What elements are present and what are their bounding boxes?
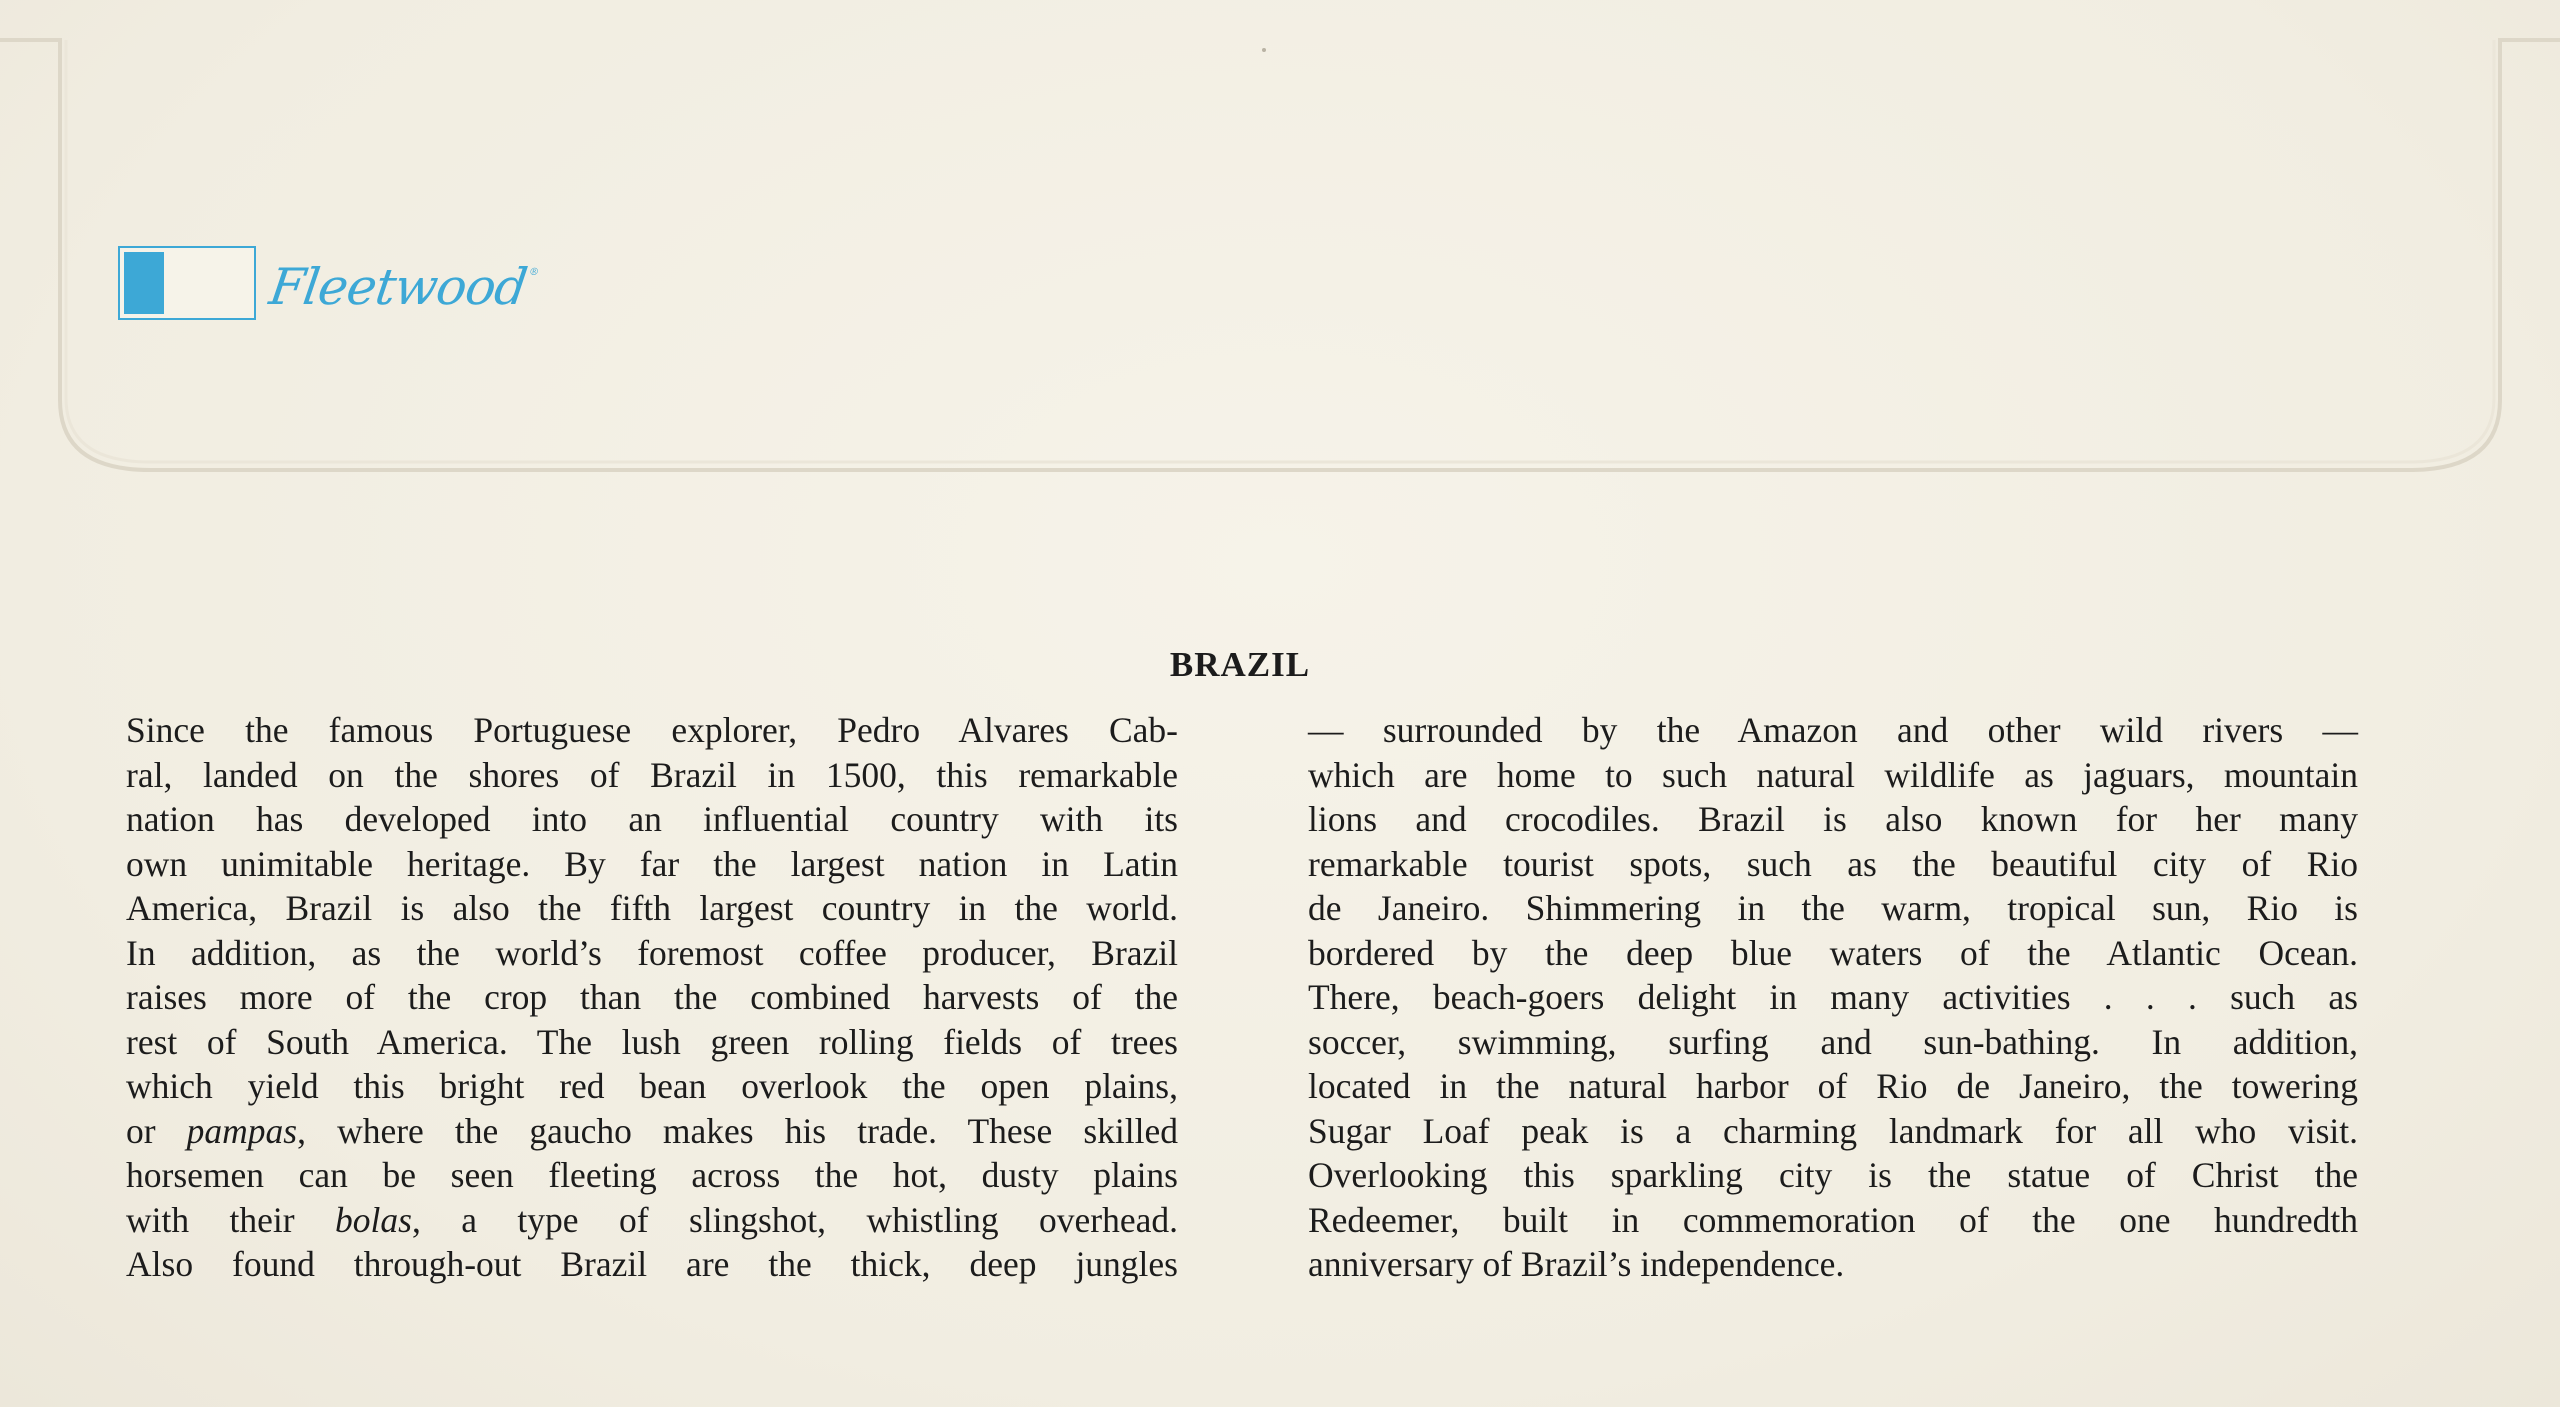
text-line: which are home to such natural wildlife as jaguars, mountain: [1308, 754, 2358, 795]
article-title: BRAZIL: [1169, 645, 1311, 684]
text-line: America, Brazil is also the fifth largest country in the world.: [126, 888, 1178, 928]
fleetwood-logo: [118, 246, 539, 320]
text-line: located in the natural harbor of Rio de Janeiro, the towering: [1308, 1066, 2358, 1106]
left-column-text: [126, 708, 1178, 1287]
logo-wordmark: [265, 258, 539, 316]
text-line: own unimitable heritage. By far the largest nation in Latin: [126, 843, 1178, 884]
text-line: lions and crocodiles. Brazil is also known for her many: [1308, 799, 2358, 839]
text-line: remarkable tourist spots, such as the beautiful city of Rio: [1308, 843, 2358, 884]
envelope-flap: [0, 0, 2560, 480]
text-line: nation has developed into an influential country with its: [126, 799, 1178, 839]
text-line: — surrounded by the Amazon and other wild rivers —: [1308, 710, 2358, 750]
text-line: which yield this bright red bean overlook the open plains,: [126, 1066, 1178, 1106]
text-line: ral, landed on the shores of Brazil in 1500, this remarkable: [126, 754, 1178, 795]
text-line: In addition, as the world’s foremost coffee producer, Brazil: [126, 932, 1178, 973]
text-line: rest of South America. The lush green rolling fields of trees: [126, 1021, 1178, 1062]
text-line: Sugar Loaf peak is a charming landmark for all who visit.: [1308, 1110, 2358, 1151]
text-line: de Janeiro. Shimmering in the warm, tropical sun, Rio is: [1308, 888, 2358, 928]
flap-fold-outline: [0, 0, 2560, 480]
text-line: Redeemer, built in commemoration of the one hundredth: [1308, 1199, 2358, 1240]
article-column-left: [126, 708, 1178, 1287]
text-line: Also found through-out Brazil are the thick, deep jungles: [126, 1244, 1178, 1284]
logo-brand-text: Fleetwood: [265, 258, 531, 316]
logo-box-fill: [124, 252, 164, 314]
text-line: raises more of the crop than the combined harvests of the: [126, 977, 1178, 1017]
text-line: with their bolas, a type of slingshot, whistling overhead.: [126, 1199, 1178, 1240]
registered-mark: ®: [528, 267, 539, 278]
text-line: soccer, swimming, surfing and sun-bathing. In addition,: [1308, 1021, 2358, 1062]
text-line: anniversary of Brazil’s independence.: [1308, 1244, 1845, 1284]
text-line: Since the famous Portuguese explorer, Pedro Alvares Cab-: [126, 710, 1178, 750]
text-line: Overlooking this sparkling city is the statue of Christ the: [1308, 1155, 2358, 1195]
right-column-text: [1308, 708, 2358, 1287]
article-column-right: [1308, 708, 2358, 1287]
logo-box-icon: [118, 246, 256, 320]
text-line: horsemen can be seen fleeting across the hot, dusty plains: [126, 1155, 1178, 1195]
paper-speck: [1262, 48, 1266, 52]
text-line: or pampas, where the gaucho makes his trade. These skilled: [126, 1110, 1178, 1151]
text-line: bordered by the deep blue waters of the Atlantic Ocean.: [1308, 932, 2358, 973]
text-line: There, beach-goers delight in many activities . . . such as: [1308, 977, 2358, 1017]
